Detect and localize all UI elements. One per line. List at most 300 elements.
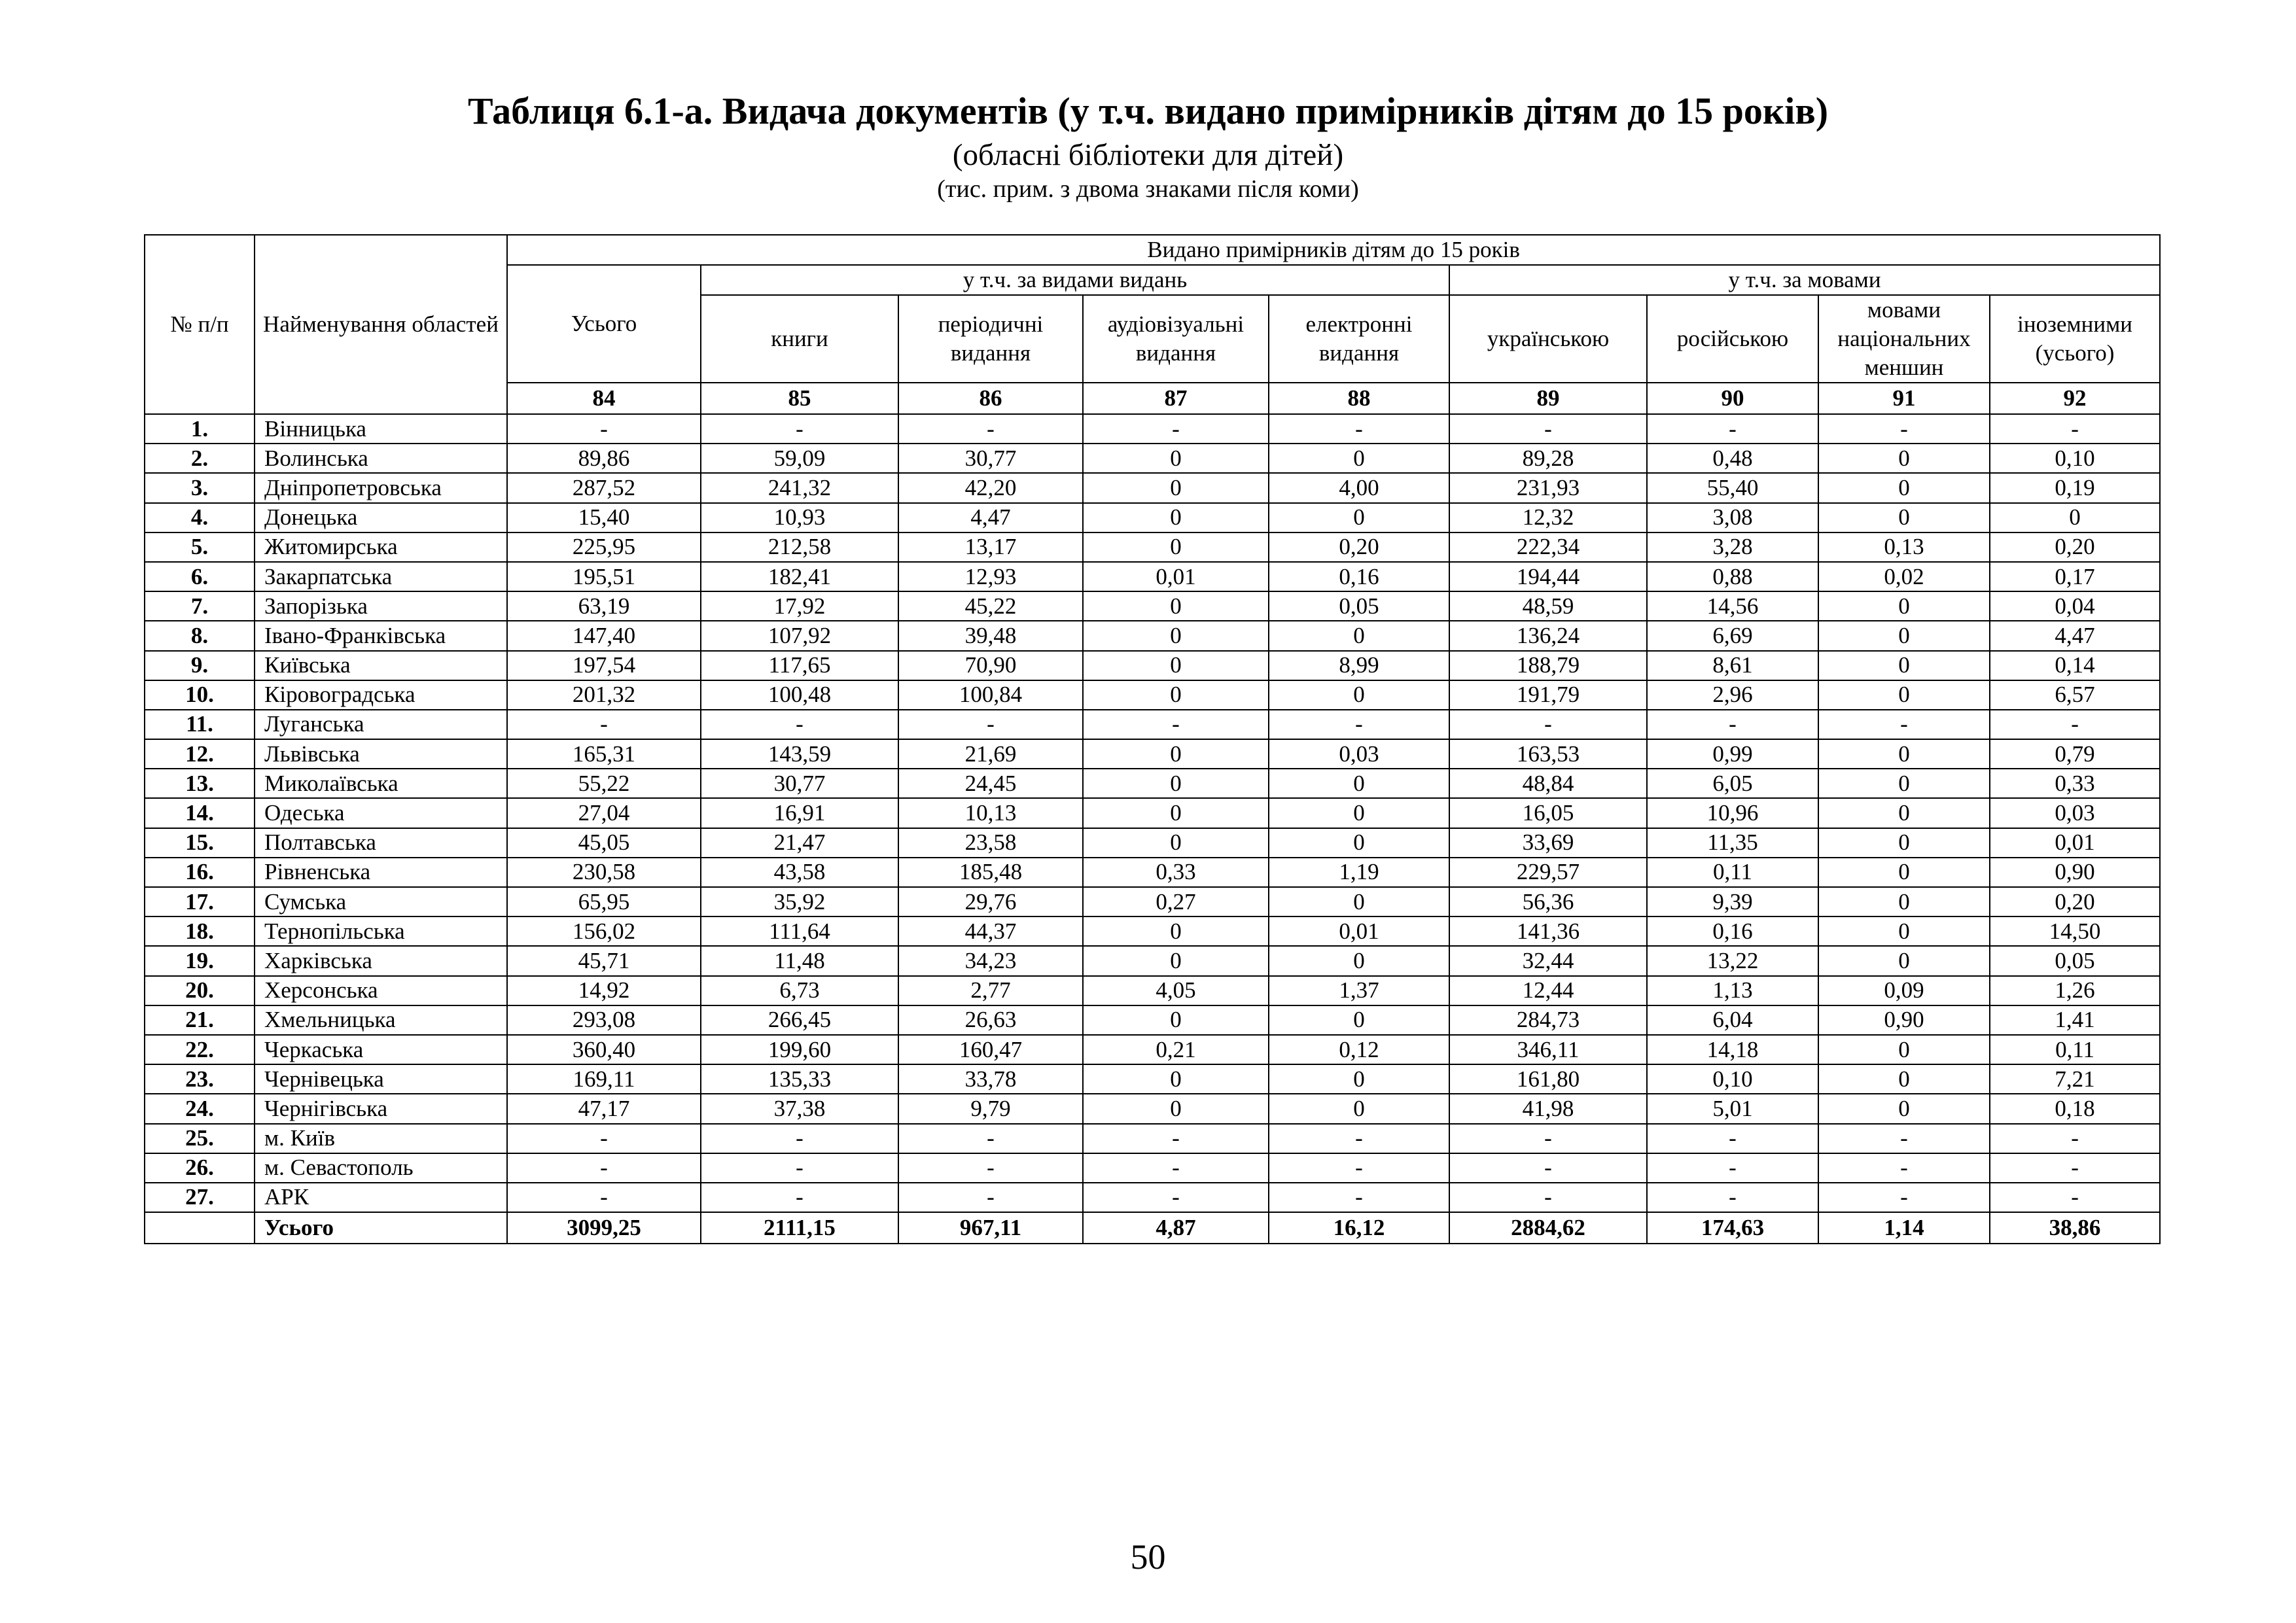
value-cell: 156,02 xyxy=(507,916,701,946)
region-name: Дніпропетровська xyxy=(255,473,507,502)
table-row xyxy=(145,710,2160,739)
region-name: Волинська xyxy=(255,444,507,473)
value-cell: 0,11 xyxy=(1647,858,1818,887)
value-cell: 0 xyxy=(1818,739,1990,769)
column-code: 88 xyxy=(1269,383,1449,414)
total-label: Усього xyxy=(255,1212,507,1244)
value-cell: - xyxy=(1449,1153,1647,1183)
header-av: аудіовізуальні видання xyxy=(1083,295,1269,383)
value-cell: 55,40 xyxy=(1647,473,1818,502)
value-cell: 0 xyxy=(1083,916,1269,946)
value-cell: 8,99 xyxy=(1269,651,1449,680)
total-value-cell: 2884,62 xyxy=(1449,1212,1647,1244)
row-number: 23. xyxy=(145,1064,255,1094)
value-cell: - xyxy=(1449,1183,1647,1212)
value-cell: - xyxy=(1449,1124,1647,1153)
value-cell: - xyxy=(1083,710,1269,739)
total-number xyxy=(145,1212,255,1244)
value-cell: 3,28 xyxy=(1647,532,1818,562)
value-cell: 1,19 xyxy=(1269,858,1449,887)
value-cell: 0 xyxy=(1083,680,1269,710)
value-cell: 0,03 xyxy=(1990,798,2160,828)
value-cell: - xyxy=(701,414,898,444)
value-cell: 4,00 xyxy=(1269,473,1449,502)
row-number: 27. xyxy=(145,1183,255,1212)
value-cell: 0 xyxy=(1083,1005,1269,1035)
value-cell: 360,40 xyxy=(507,1035,701,1064)
value-cell: - xyxy=(1083,414,1269,444)
region-name: Одеська xyxy=(255,798,507,828)
value-cell: 0 xyxy=(1818,887,1990,916)
value-cell: 0,09 xyxy=(1818,976,1990,1005)
value-cell: 0 xyxy=(1083,591,1269,621)
row-number: 21. xyxy=(145,1005,255,1035)
row-number: 19. xyxy=(145,946,255,975)
value-cell: 165,31 xyxy=(507,739,701,769)
value-cell: 0,19 xyxy=(1990,473,2160,502)
value-cell: 107,92 xyxy=(701,621,898,650)
column-code: 84 xyxy=(507,383,701,414)
region-name: Київська xyxy=(255,651,507,680)
value-cell: 89,86 xyxy=(507,444,701,473)
header-group-main: Видано примірників дітям до 15 років xyxy=(507,235,2160,265)
value-cell: - xyxy=(1990,1183,2160,1212)
total-value-cell: 2111,15 xyxy=(701,1212,898,1244)
value-cell: - xyxy=(1990,1124,2160,1153)
value-cell: 26,63 xyxy=(898,1005,1083,1035)
value-cell: 21,69 xyxy=(898,739,1083,769)
value-cell: 0 xyxy=(1818,473,1990,502)
value-cell: - xyxy=(1647,414,1818,444)
table-row xyxy=(145,532,2160,562)
value-cell: 0,17 xyxy=(1990,562,2160,591)
value-cell: 0,99 xyxy=(1647,739,1818,769)
value-cell: 293,08 xyxy=(507,1005,701,1035)
value-cell: 0 xyxy=(1269,503,1449,532)
value-cell: 0 xyxy=(1990,503,2160,532)
value-cell: 0 xyxy=(1269,1064,1449,1094)
value-cell: 33,69 xyxy=(1449,828,1647,858)
column-code: 90 xyxy=(1647,383,1818,414)
table-row xyxy=(145,1153,2160,1183)
value-cell: 191,79 xyxy=(1449,680,1647,710)
value-cell: 0 xyxy=(1083,651,1269,680)
value-cell: 0,05 xyxy=(1990,946,2160,975)
table-row xyxy=(145,651,2160,680)
region-name: Херсонська xyxy=(255,976,507,1005)
data-table xyxy=(144,234,2161,1244)
value-cell: 199,60 xyxy=(701,1035,898,1064)
value-cell: 0 xyxy=(1083,739,1269,769)
value-cell: 1,13 xyxy=(1647,976,1818,1005)
value-cell: 56,36 xyxy=(1449,887,1647,916)
value-cell: - xyxy=(507,710,701,739)
value-cell: 0 xyxy=(1818,828,1990,858)
row-number: 5. xyxy=(145,532,255,562)
region-name: АРК xyxy=(255,1183,507,1212)
value-cell: 2,96 xyxy=(1647,680,1818,710)
region-name: Чернігівська xyxy=(255,1094,507,1123)
value-cell: 0,16 xyxy=(1269,562,1449,591)
region-name: Закарпатська xyxy=(255,562,507,591)
value-cell: 6,69 xyxy=(1647,621,1818,650)
region-name: Чернівецька xyxy=(255,1064,507,1094)
value-cell: 16,05 xyxy=(1449,798,1647,828)
row-number: 7. xyxy=(145,591,255,621)
total-value-cell: 16,12 xyxy=(1269,1212,1449,1244)
value-cell: 0 xyxy=(1818,444,1990,473)
value-cell: 135,33 xyxy=(701,1064,898,1094)
value-cell: 0 xyxy=(1269,680,1449,710)
row-number: 20. xyxy=(145,976,255,1005)
table-row xyxy=(145,1064,2160,1094)
value-cell: 201,32 xyxy=(507,680,701,710)
value-cell: 0,90 xyxy=(1990,858,2160,887)
value-cell: 1,26 xyxy=(1990,976,2160,1005)
value-cell: 0 xyxy=(1818,769,1990,798)
value-cell: - xyxy=(1818,710,1990,739)
table-row xyxy=(145,976,2160,1005)
value-cell: 30,77 xyxy=(898,444,1083,473)
value-cell: 266,45 xyxy=(701,1005,898,1035)
column-code: 91 xyxy=(1818,383,1990,414)
total-value-cell: 3099,25 xyxy=(507,1212,701,1244)
value-cell: 30,77 xyxy=(701,769,898,798)
value-cell: 0 xyxy=(1818,651,1990,680)
value-cell: 0 xyxy=(1083,473,1269,502)
value-cell: 0 xyxy=(1818,680,1990,710)
value-cell: - xyxy=(898,1183,1083,1212)
value-cell: 0 xyxy=(1083,828,1269,858)
header-group-types: у т.ч. за видами видань xyxy=(701,265,1449,295)
value-cell: 33,78 xyxy=(898,1064,1083,1094)
value-cell: 0 xyxy=(1269,769,1449,798)
value-cell: 10,93 xyxy=(701,503,898,532)
value-cell: 100,48 xyxy=(701,680,898,710)
value-cell: 0,03 xyxy=(1269,739,1449,769)
value-cell: 231,93 xyxy=(1449,473,1647,502)
value-cell: 111,64 xyxy=(701,916,898,946)
value-cell: - xyxy=(1269,1153,1449,1183)
value-cell: - xyxy=(507,1153,701,1183)
value-cell: 17,92 xyxy=(701,591,898,621)
value-cell: - xyxy=(1269,414,1449,444)
value-cell: 23,58 xyxy=(898,828,1083,858)
value-cell: 6,57 xyxy=(1990,680,2160,710)
region-name: Сумська xyxy=(255,887,507,916)
value-cell: 0 xyxy=(1269,798,1449,828)
value-cell: 182,41 xyxy=(701,562,898,591)
region-name: Черкаська xyxy=(255,1035,507,1064)
table-row xyxy=(145,1035,2160,1064)
value-cell: 65,95 xyxy=(507,887,701,916)
value-cell: 48,84 xyxy=(1449,769,1647,798)
value-cell: 4,47 xyxy=(1990,621,2160,650)
value-cell: 0,33 xyxy=(1083,858,1269,887)
table-row xyxy=(145,591,2160,621)
column-code: 85 xyxy=(701,383,898,414)
row-number: 24. xyxy=(145,1094,255,1123)
value-cell: - xyxy=(1449,414,1647,444)
table-row xyxy=(145,503,2160,532)
value-cell: 4,47 xyxy=(898,503,1083,532)
row-number: 22. xyxy=(145,1035,255,1064)
value-cell: 197,54 xyxy=(507,651,701,680)
value-cell: 0 xyxy=(1818,1035,1990,1064)
header-books: книги xyxy=(701,295,898,383)
total-value-cell: 4,87 xyxy=(1083,1212,1269,1244)
column-code: 89 xyxy=(1449,383,1647,414)
value-cell: 161,80 xyxy=(1449,1064,1647,1094)
value-cell: 141,36 xyxy=(1449,916,1647,946)
row-number: 14. xyxy=(145,798,255,828)
row-number: 18. xyxy=(145,916,255,946)
value-cell: 11,35 xyxy=(1647,828,1818,858)
value-cell: - xyxy=(1990,710,2160,739)
value-cell: 59,09 xyxy=(701,444,898,473)
value-cell: 3,08 xyxy=(1647,503,1818,532)
row-number: 26. xyxy=(145,1153,255,1183)
value-cell: 0,33 xyxy=(1990,769,2160,798)
value-cell: 12,93 xyxy=(898,562,1083,591)
table-header xyxy=(145,235,2160,414)
value-cell: 222,34 xyxy=(1449,532,1647,562)
value-cell: 70,90 xyxy=(898,651,1083,680)
table-row xyxy=(145,828,2160,858)
row-number: 2. xyxy=(145,444,255,473)
value-cell: 6,73 xyxy=(701,976,898,1005)
header-total: Усього xyxy=(507,265,701,383)
value-cell: - xyxy=(507,1183,701,1212)
table-subtitle: (обласні бібліотеки для дітей) xyxy=(952,138,1344,172)
value-cell: 0,10 xyxy=(1647,1064,1818,1094)
value-cell: 143,59 xyxy=(701,739,898,769)
value-cell: 45,22 xyxy=(898,591,1083,621)
table-row xyxy=(145,414,2160,444)
value-cell: 14,18 xyxy=(1647,1035,1818,1064)
total-value-cell: 38,86 xyxy=(1990,1212,2160,1244)
value-cell: 0,79 xyxy=(1990,739,2160,769)
value-cell: 0 xyxy=(1818,591,1990,621)
table-row xyxy=(145,621,2160,650)
total-row xyxy=(145,1212,2160,1244)
value-cell: 0 xyxy=(1083,503,1269,532)
region-name: Хмельницька xyxy=(255,1005,507,1035)
region-name: Харківська xyxy=(255,946,507,975)
region-name: Кіровоградська xyxy=(255,680,507,710)
value-cell: 0,90 xyxy=(1818,1005,1990,1035)
value-cell: 45,05 xyxy=(507,828,701,858)
value-cell: 8,61 xyxy=(1647,651,1818,680)
region-name: Вінницька xyxy=(255,414,507,444)
table-row xyxy=(145,858,2160,887)
value-cell: 63,19 xyxy=(507,591,701,621)
table-row xyxy=(145,1124,2160,1153)
value-cell: 0,48 xyxy=(1647,444,1818,473)
value-cell: 0,04 xyxy=(1990,591,2160,621)
value-cell: 185,48 xyxy=(898,858,1083,887)
row-number: 12. xyxy=(145,739,255,769)
value-cell: 89,28 xyxy=(1449,444,1647,473)
value-cell: - xyxy=(1647,1124,1818,1153)
value-cell: 0,01 xyxy=(1990,828,2160,858)
value-cell: 6,05 xyxy=(1647,769,1818,798)
value-cell: - xyxy=(1083,1153,1269,1183)
table-row xyxy=(145,444,2160,473)
value-cell: 117,65 xyxy=(701,651,898,680)
region-name: м. Севастополь xyxy=(255,1153,507,1183)
value-cell: 169,11 xyxy=(507,1064,701,1094)
row-number: 8. xyxy=(145,621,255,650)
value-cell: 1,41 xyxy=(1990,1005,2160,1035)
region-name: Запорізька xyxy=(255,591,507,621)
table-row xyxy=(145,562,2160,591)
value-cell: - xyxy=(1269,710,1449,739)
value-cell: 136,24 xyxy=(1449,621,1647,650)
value-cell: 147,40 xyxy=(507,621,701,650)
value-cell: - xyxy=(898,710,1083,739)
value-cell: 0,14 xyxy=(1990,651,2160,680)
region-name: Полтавська xyxy=(255,828,507,858)
region-name: Рівненська xyxy=(255,858,507,887)
value-cell: 241,32 xyxy=(701,473,898,502)
value-cell: 0 xyxy=(1083,946,1269,975)
value-cell: 2,77 xyxy=(898,976,1083,1005)
value-cell: 12,32 xyxy=(1449,503,1647,532)
value-cell: 0 xyxy=(1818,1094,1990,1123)
value-cell: 0,20 xyxy=(1269,532,1449,562)
value-cell: - xyxy=(1647,1153,1818,1183)
value-cell: 12,44 xyxy=(1449,976,1647,1005)
value-cell: 42,20 xyxy=(898,473,1083,502)
table-row xyxy=(145,1005,2160,1035)
table-row xyxy=(145,916,2160,946)
table-row xyxy=(145,1094,2160,1123)
value-cell: 1,37 xyxy=(1269,976,1449,1005)
value-cell: - xyxy=(507,414,701,444)
page-number: 50 xyxy=(1130,1537,1166,1577)
row-number: 3. xyxy=(145,473,255,502)
table-row xyxy=(145,473,2160,502)
row-number: 13. xyxy=(145,769,255,798)
value-cell: 10,13 xyxy=(898,798,1083,828)
total-value-cell: 967,11 xyxy=(898,1212,1083,1244)
value-cell: 47,17 xyxy=(507,1094,701,1123)
value-cell: - xyxy=(701,1124,898,1153)
value-cell: 225,95 xyxy=(507,532,701,562)
value-cell: 34,23 xyxy=(898,946,1083,975)
table-row xyxy=(145,946,2160,975)
value-cell: 0,13 xyxy=(1818,532,1990,562)
value-cell: 160,47 xyxy=(898,1035,1083,1064)
row-number: 10. xyxy=(145,680,255,710)
value-cell: 0,01 xyxy=(1083,562,1269,591)
value-cell: 0 xyxy=(1818,503,1990,532)
value-cell: 0 xyxy=(1083,621,1269,650)
value-cell: 0,02 xyxy=(1818,562,1990,591)
value-cell: 100,84 xyxy=(898,680,1083,710)
total-value-cell: 1,14 xyxy=(1818,1212,1990,1244)
value-cell: - xyxy=(1449,710,1647,739)
total-value-cell: 174,63 xyxy=(1647,1212,1818,1244)
row-number: 1. xyxy=(145,414,255,444)
row-number: 9. xyxy=(145,651,255,680)
table-row xyxy=(145,798,2160,828)
table-row xyxy=(145,887,2160,916)
value-cell: 35,92 xyxy=(701,887,898,916)
value-cell: 0 xyxy=(1818,798,1990,828)
header-minority: мовами національних меншин xyxy=(1818,295,1990,383)
value-cell: 0 xyxy=(1269,1094,1449,1123)
table-title: Таблиця 6.1-а. Видача документів (у т.ч. видано примірників дітям до 15 років) xyxy=(467,90,1829,132)
value-cell: 0 xyxy=(1818,1064,1990,1094)
column-code: 92 xyxy=(1990,383,2160,414)
value-cell: 0 xyxy=(1269,946,1449,975)
value-cell: - xyxy=(1818,414,1990,444)
value-cell: 0 xyxy=(1083,798,1269,828)
value-cell: - xyxy=(1269,1183,1449,1212)
value-cell: 55,22 xyxy=(507,769,701,798)
value-cell: 43,58 xyxy=(701,858,898,887)
value-cell: 287,52 xyxy=(507,473,701,502)
value-cell: 0,88 xyxy=(1647,562,1818,591)
region-name: Луганська xyxy=(255,710,507,739)
value-cell: 0 xyxy=(1083,1064,1269,1094)
table-row xyxy=(145,680,2160,710)
header-russian: російською xyxy=(1647,295,1818,383)
value-cell: 0,20 xyxy=(1990,532,2160,562)
value-cell: 15,40 xyxy=(507,503,701,532)
value-cell: - xyxy=(701,1183,898,1212)
value-cell: - xyxy=(898,1153,1083,1183)
table-body xyxy=(145,414,2160,1244)
value-cell: - xyxy=(1083,1124,1269,1153)
value-cell: 0,11 xyxy=(1990,1035,2160,1064)
value-cell: 5,01 xyxy=(1647,1094,1818,1123)
table-row xyxy=(145,739,2160,769)
value-cell: 0,16 xyxy=(1647,916,1818,946)
value-cell: - xyxy=(701,1153,898,1183)
value-cell: 0 xyxy=(1083,444,1269,473)
value-cell: - xyxy=(1990,1153,2160,1183)
value-cell: 29,76 xyxy=(898,887,1083,916)
value-cell: 39,48 xyxy=(898,621,1083,650)
value-cell: - xyxy=(1818,1153,1990,1183)
value-cell: 13,22 xyxy=(1647,946,1818,975)
value-cell: 229,57 xyxy=(1449,858,1647,887)
value-cell: 0,21 xyxy=(1083,1035,1269,1064)
value-cell: 188,79 xyxy=(1449,651,1647,680)
value-cell: 9,39 xyxy=(1647,887,1818,916)
value-cell: 0 xyxy=(1818,946,1990,975)
header-ukrainian: українською xyxy=(1449,295,1647,383)
value-cell: 32,44 xyxy=(1449,946,1647,975)
row-number: 17. xyxy=(145,887,255,916)
value-cell: 6,04 xyxy=(1647,1005,1818,1035)
value-cell: - xyxy=(1990,414,2160,444)
column-code: 87 xyxy=(1083,383,1269,414)
value-cell: 0,12 xyxy=(1269,1035,1449,1064)
value-cell: - xyxy=(898,1124,1083,1153)
value-cell: 0,20 xyxy=(1990,887,2160,916)
value-cell: 44,37 xyxy=(898,916,1083,946)
value-cell: - xyxy=(701,710,898,739)
value-cell: 194,44 xyxy=(1449,562,1647,591)
value-cell: 45,71 xyxy=(507,946,701,975)
value-cell: 0,27 xyxy=(1083,887,1269,916)
value-cell: - xyxy=(1269,1124,1449,1153)
row-number: 16. xyxy=(145,858,255,887)
